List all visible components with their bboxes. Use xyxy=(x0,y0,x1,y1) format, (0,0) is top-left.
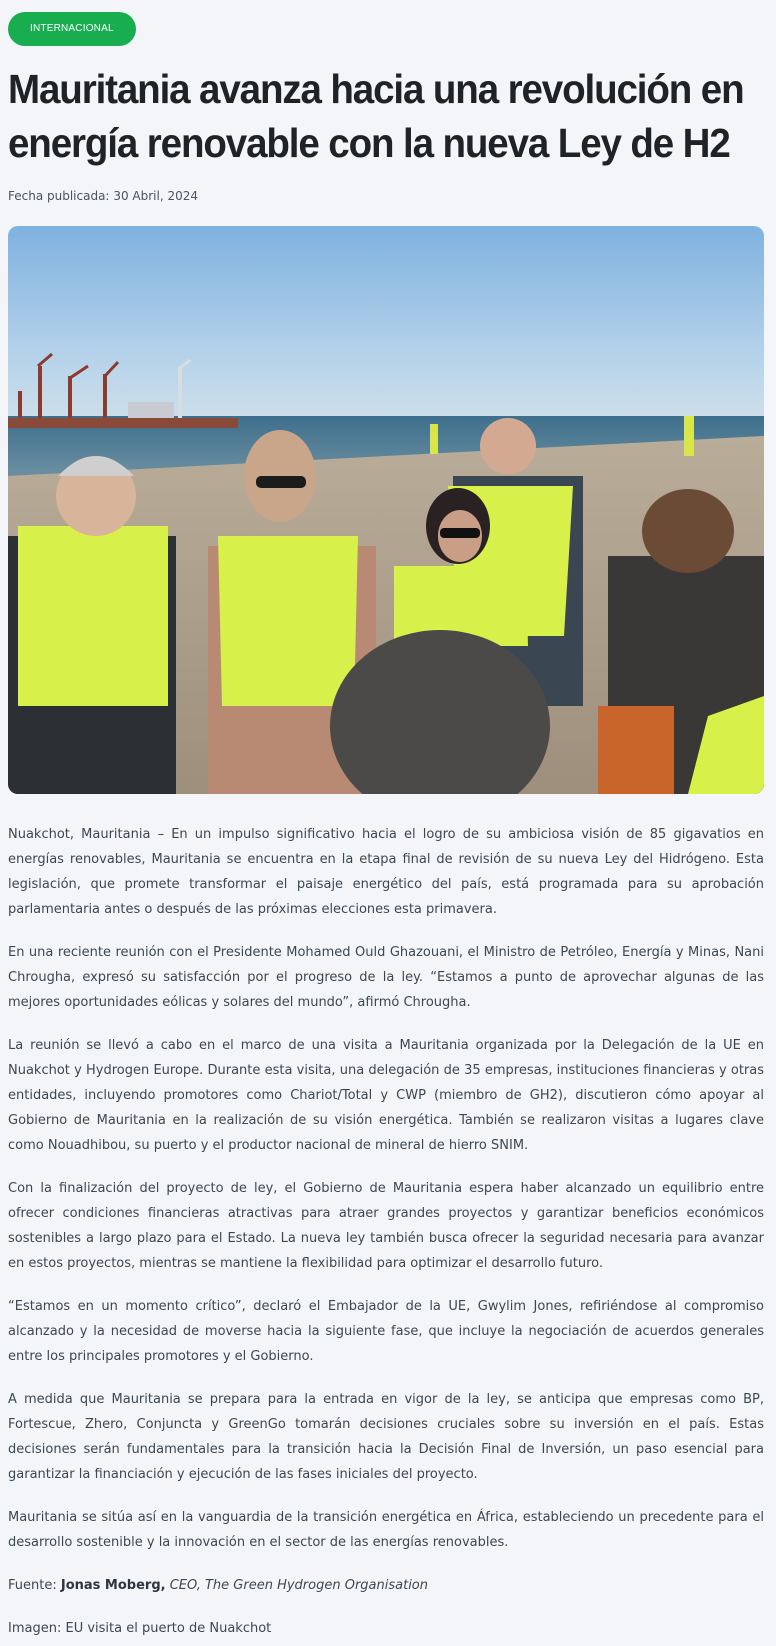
publish-date xyxy=(8,188,764,204)
date-label: Fecha publicada: xyxy=(8,189,110,203)
paragraph-2: En una reciente reunión con el Presidente Mohamed Ould Ghazouani, el Ministro de Petróleo, Energía y Minas, Nani Chrougha, expresó su satisfacción por el progreso de la ley. “Estamos a punto de aprovechar algunas de las mejores oportunidades eólicas y solares del mundo”, afirmó Chrougha. xyxy=(8,945,764,1010)
source-credit xyxy=(8,1573,764,1598)
paragraph-4: Con la finalización del proyecto de ley, el Gobierno de Mauritania espera haber alcanzado un equilibrio entre ofrecer condiciones financieras atractivas para atraer grandes proyectos y garantizar beneficios económicos sostenibles a largo plazo para el Estado. La nueva ley también busca ofrecer la seguridad necesaria para avanzar en estos proyectos, mientras se mantiene la flexibilidad para optimizar el desarrollo futuro. xyxy=(8,1181,764,1271)
article-title: Mauritania avanza hacia una revolución en energía renovable con la nueva Ley de H2 xyxy=(8,66,744,166)
source-label: Fuente: xyxy=(8,1578,57,1593)
date-value: 30 Abril, 2024 xyxy=(113,189,198,203)
paragraph-5: “Estamos en un momento crítico”, declaró el Embajador de la UE, Gwylim Jones, refiriéndose al compromiso alcanzado y la necesidad de moverse hacia la siguiente fase, que incluye la negociación de acuerdos generales entre los principales promotores y el Gobierno. xyxy=(8,1299,764,1364)
image-label: Imagen: xyxy=(8,1621,62,1636)
image-caption: EU visita el puerto de Nuakchot xyxy=(65,1621,272,1636)
image-credit xyxy=(8,1616,764,1641)
article-body xyxy=(8,822,764,1641)
source-name: Jonas Moberg, xyxy=(60,1578,166,1593)
category-tag[interactable]: INTERNACIONAL xyxy=(8,12,136,46)
hero-photo xyxy=(8,226,764,794)
port-visit-photo xyxy=(8,226,764,794)
source-role: CEO, The Green Hydrogen Organisation xyxy=(169,1578,429,1593)
paragraph-7: Mauritania se sitúa así en la vanguardia de la transición energética en África, estableciendo un precedente para el desarrollo sostenible y la innovación en el sector de las energías renovables. xyxy=(8,1510,764,1550)
paragraph-3: La reunión se llevó a cabo en el marco de una visita a Mauritania organizada por la Delegación de la UE en Nuakchot y Hydrogen Europe. Durante esta visita, una delegación de 35 empresas, instituciones financieras y otras entidades, incluyendo promotores como Chariot/Total y CWP (miembro de GH2), discutieron cómo apoyar al Gobierno de Mauritania en la realización de su visión energética. También se realizaron visitas a lugares clave como Nouadhibou, su puerto y el productor nacional de mineral de hierro SNIM. xyxy=(8,1038,764,1153)
paragraph-1: Nuakchot, Mauritania – En un impulso significativo hacia el logro de su ambiciosa visión de 85 gigavatios en energías renovables, Mauritania se encuentra en la etapa final de revisión de su nueva Ley del Hidrógeno. Esta legislación, que promete transformar el paisaje energético del país, está programada para su aprobación parlamentaria antes o después de las próximas elecciones esta primavera. xyxy=(8,827,764,917)
paragraph-6: A medida que Mauritania se prepara para la entrada en vigor de la ley, se anticipa que empresas como BP, Fortescue, Zhero, Conjuncta y GreenGo tomarán decisiones cruciales sobre su inversión en el país. Estas decisiones serán fundamentales para la transición hacia la Decisión Final de Inversión, un paso esencial para garantizar la financiación y ejecución de las fases iniciales del proyecto. xyxy=(8,1392,764,1482)
